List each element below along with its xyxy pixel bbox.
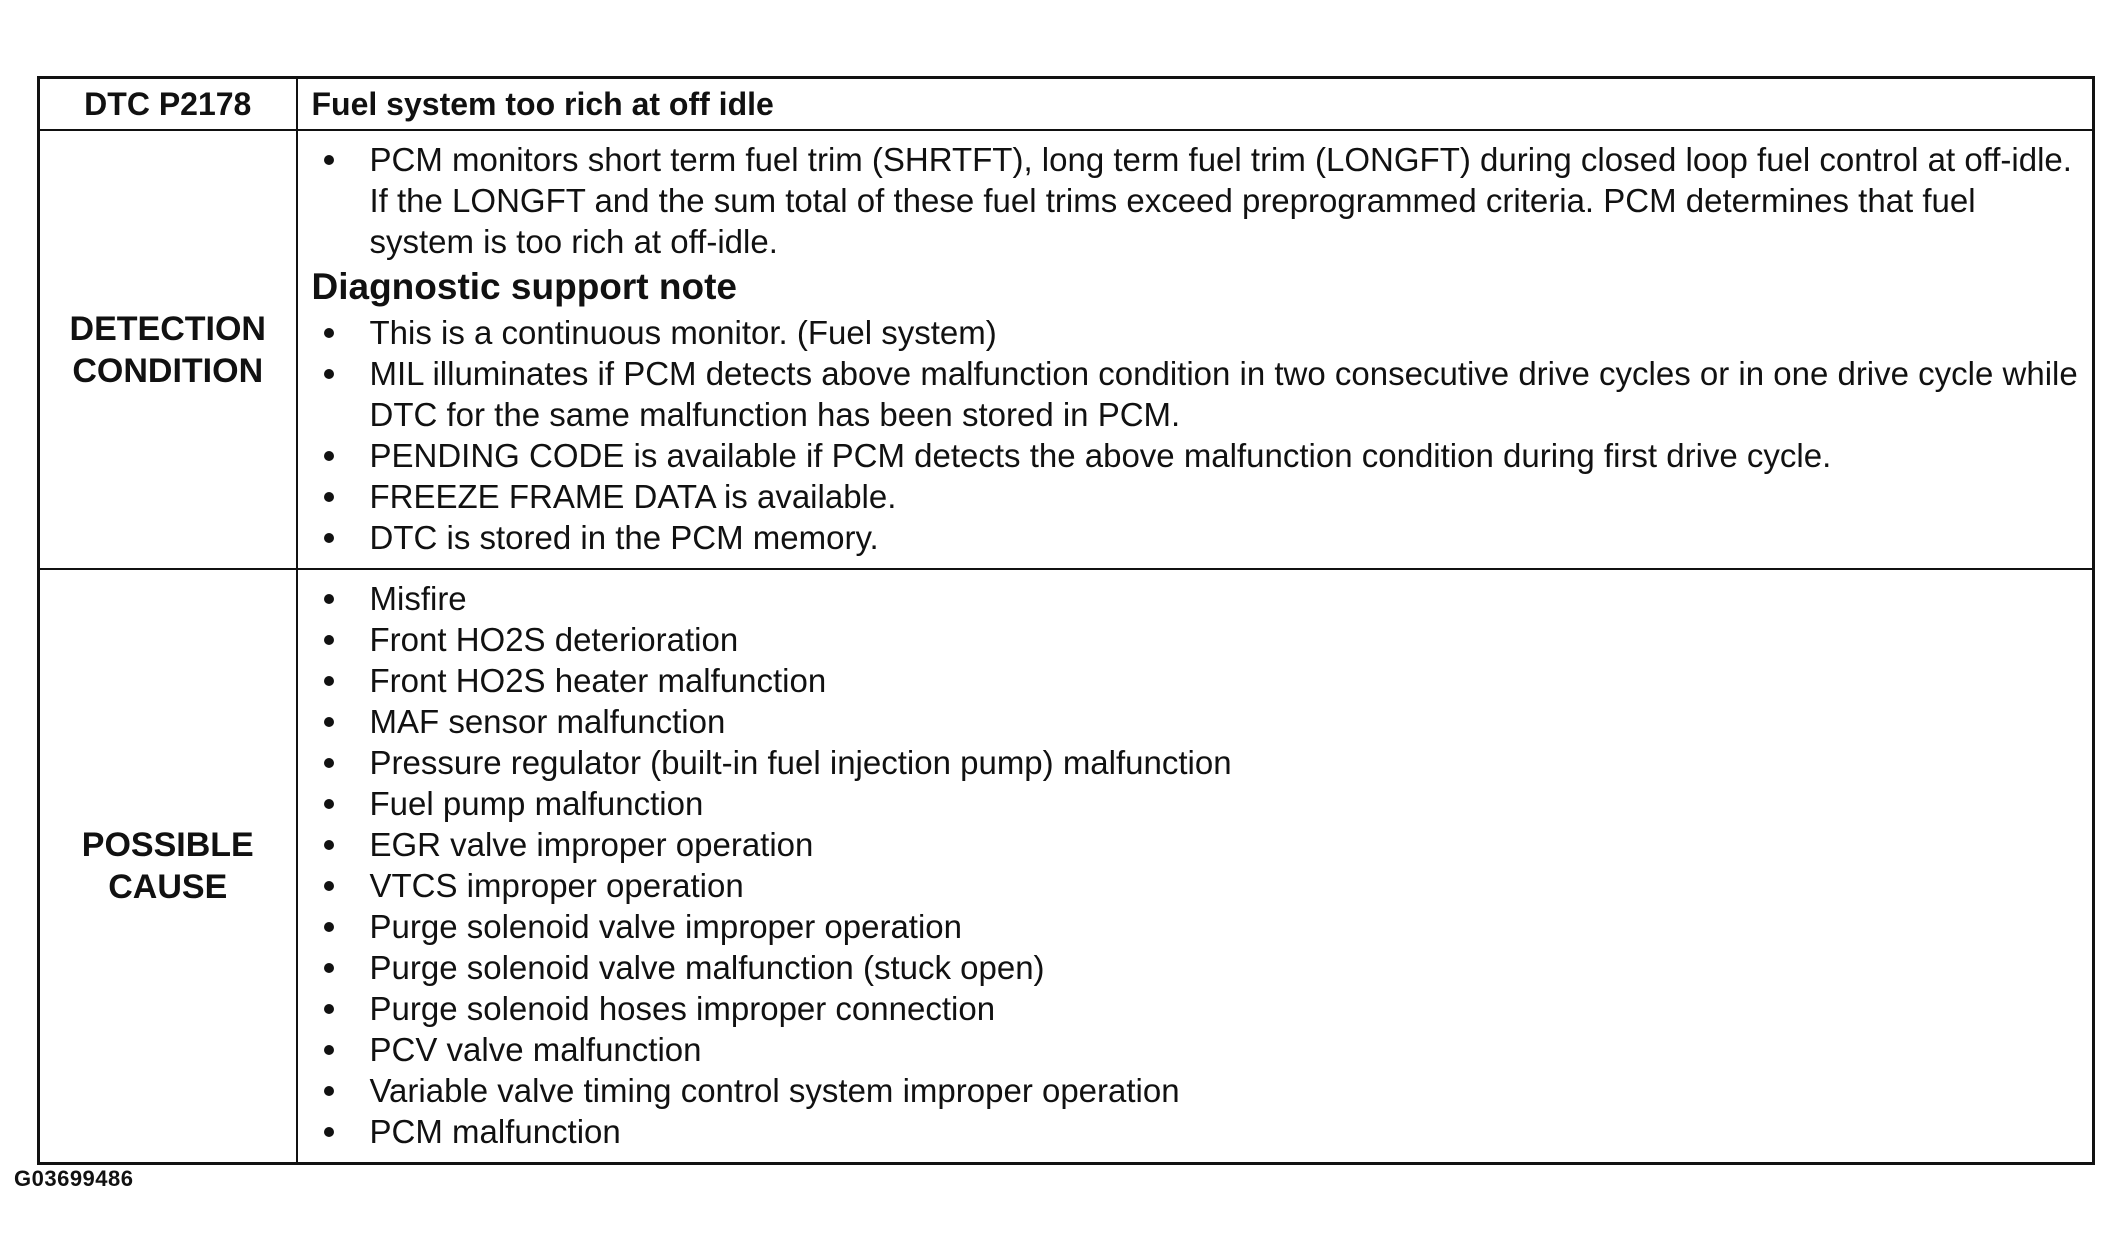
list-item: Purge solenoid valve improper operation [312,906,2079,947]
list-item: PCM malfunction [312,1111,2079,1152]
diagnostic-support-note-heading: Diagnostic support note [311,266,737,307]
possible-cause-label [39,569,297,1164]
possible-cause-label-line1: POSSIBLE [81,826,254,864]
possible-cause-list [312,578,2079,1152]
list-item: Fuel pump malfunction [312,783,2079,824]
figure-id: G03699486 [14,1166,134,1191]
list-item: DTC is stored in the PCM memory. [312,517,2079,558]
header-row [39,78,2094,131]
list-item: Variable valve timing control system improper operation [312,1070,2079,1111]
list-item: Front HO2S deterioration [312,619,2079,660]
list-item: MIL illuminates if PCM detects above malfunction condition in two consecutive drive cycles or in one drive cycle while DTC for the same malfunction has been stored in PCM. [312,353,2079,435]
list-item: PENDING CODE is available if PCM detects the above malfunction condition during first drive cycle. [312,435,2079,476]
list-item: Purge solenoid hoses improper connection [312,988,2079,1029]
list-item: EGR valve improper operation [312,824,2079,865]
possible-cause-label-line2: CAUSE [108,868,228,906]
detection-condition-row [39,130,2094,569]
diagnostic-note-list [312,312,2079,558]
detection-condition-content [297,130,2094,569]
possible-cause-content [297,569,2094,1164]
list-item: Pressure regulator (built-in fuel injection pump) malfunction [312,742,2079,783]
list-item: FREEZE FRAME DATA is available. [312,476,2079,517]
dtc-code: DTC P2178 [39,78,297,131]
list-item: Misfire [312,578,2079,619]
detection-condition-label [39,130,297,569]
detection-label-line1: DETECTION [69,309,266,348]
list-item: PCV valve malfunction [312,1029,2079,1070]
list-item: PCM monitors short term fuel trim (SHRTFT), long term fuel trim (LONGFT) during closed loop fuel control at off-idle. If the LONGFT and the sum total of these fuel trims exceed preprogrammed criteria. PCM determines that fuel system is too rich at off-idle. [312,139,2079,262]
list-item: MAF sensor malfunction [312,701,2079,742]
list-item: VTCS improper operation [312,865,2079,906]
dtc-title: Fuel system too rich at off idle [297,78,2094,131]
dtc-table [37,76,2095,1165]
list-item: Front HO2S heater malfunction [312,660,2079,701]
detection-intro-list [312,139,2079,262]
list-item: Purge solenoid valve malfunction (stuck open) [312,947,2079,988]
possible-cause-row [39,569,2094,1164]
list-item: This is a continuous monitor. (Fuel system) [312,312,2079,353]
detection-label-line2: CONDITION [72,351,264,390]
